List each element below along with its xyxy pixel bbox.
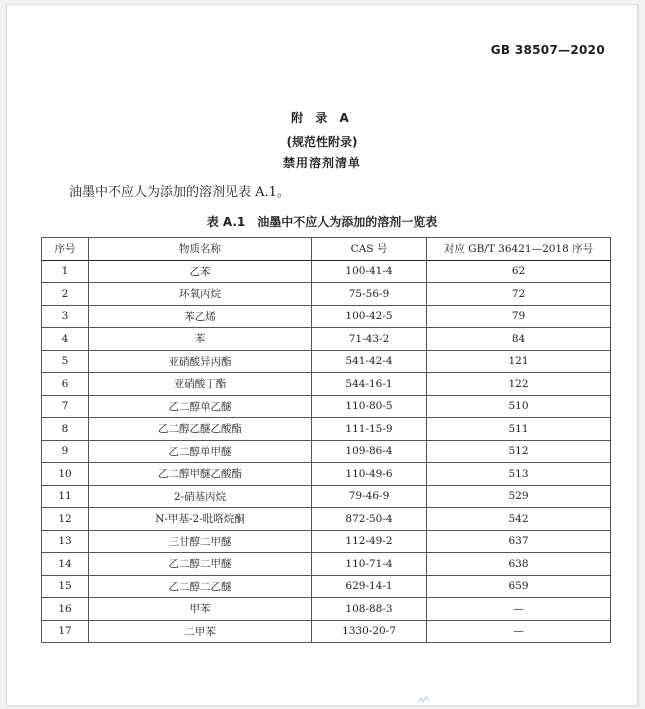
cas-number: 100-42-5 <box>312 305 427 328</box>
cas-number: 544-16-1 <box>312 373 427 396</box>
row-number: 12 <box>42 508 89 531</box>
cas-number: 109-86-4 <box>312 440 427 463</box>
substance-name: 环氧丙烷 <box>89 283 312 306</box>
row-number: 11 <box>42 485 89 508</box>
table-row <box>42 508 611 531</box>
cas-number: 75-56-9 <box>312 283 427 306</box>
table-row <box>42 440 611 463</box>
document-page <box>6 4 638 706</box>
substance-name: 乙二醇二甲醚 <box>89 553 312 576</box>
solvent-table <box>41 237 611 643</box>
cas-number: 110-49-6 <box>312 463 427 486</box>
reference-number: 512 <box>427 440 611 463</box>
table-row <box>42 575 611 598</box>
reference-number: 79 <box>427 305 611 328</box>
reference-number: 513 <box>427 463 611 486</box>
scan-smudge-icon <box>417 695 431 705</box>
reference-number: 122 <box>427 373 611 396</box>
table-row <box>42 373 611 396</box>
row-number: 1 <box>42 260 89 283</box>
reference-number: 121 <box>427 350 611 373</box>
reference-number: — <box>427 620 611 643</box>
table-row <box>42 395 611 418</box>
reference-number: 659 <box>427 575 611 598</box>
row-number: 2 <box>42 283 89 306</box>
table-row <box>42 350 611 373</box>
substance-name: 乙二醇甲醚乙酸酯 <box>89 463 312 486</box>
substance-name: 乙二醇二乙醚 <box>89 575 312 598</box>
cas-number: 872-50-4 <box>312 508 427 531</box>
cas-number: 112-49-2 <box>312 530 427 553</box>
cas-number: 110-71-4 <box>312 553 427 576</box>
cas-number: 1330-20-7 <box>312 620 427 643</box>
table-caption: 表 A.1 油墨中不应人为添加的溶剂一览表 <box>206 215 438 229</box>
substance-name: 乙二醇单乙醚 <box>89 395 312 418</box>
cas-number: 100-41-4 <box>312 260 427 283</box>
cas-number: 79-46-9 <box>312 485 427 508</box>
substance-name: 乙二醇单甲醚 <box>89 440 312 463</box>
column-header-ref: 对应 GB/T 36421—2018 序号 <box>427 238 611 261</box>
substance-name: 苯 <box>89 328 312 351</box>
substance-name: 亚硝酸丁酯 <box>89 373 312 396</box>
row-number: 6 <box>42 373 89 396</box>
column-header-name: 物质名称 <box>89 238 312 261</box>
reference-number: 511 <box>427 418 611 441</box>
table-row <box>42 260 611 283</box>
cas-number: 71-43-2 <box>312 328 427 351</box>
column-header-no: 序号 <box>42 238 89 261</box>
substance-name: 2-硝基丙烷 <box>89 485 312 508</box>
row-number: 16 <box>42 598 89 621</box>
reference-number: 62 <box>427 260 611 283</box>
table-row <box>42 328 611 351</box>
table-row <box>42 598 611 621</box>
table-row <box>42 463 611 486</box>
reference-number: 637 <box>427 530 611 553</box>
substance-name: 甲苯 <box>89 598 312 621</box>
appendix-subtitle: 禁用溶剂清单 <box>282 156 361 170</box>
substance-name: 乙二醇乙醚乙酸酯 <box>89 418 312 441</box>
standard-code: GB 38507—2020 <box>490 43 605 57</box>
appendix-type: (规范性附录) <box>286 135 358 149</box>
row-number: 13 <box>42 530 89 553</box>
reference-number: 72 <box>427 283 611 306</box>
table-header-row <box>42 238 611 261</box>
reference-number: 638 <box>427 553 611 576</box>
intro-paragraph: 油墨中不应人为添加的溶剂见表 A.1。 <box>69 185 290 200</box>
row-number: 5 <box>42 350 89 373</box>
table-row <box>42 553 611 576</box>
substance-name: 乙苯 <box>89 260 312 283</box>
row-number: 4 <box>42 328 89 351</box>
substance-name: 三甘醇二甲醚 <box>89 530 312 553</box>
table-row <box>42 283 611 306</box>
reference-number: 510 <box>427 395 611 418</box>
cas-number: 111-15-9 <box>312 418 427 441</box>
reference-number: 542 <box>427 508 611 531</box>
reference-number: — <box>427 598 611 621</box>
table-row <box>42 305 611 328</box>
table-row <box>42 620 611 643</box>
cas-number: 541-42-4 <box>312 350 427 373</box>
row-number: 14 <box>42 553 89 576</box>
substance-name: 二甲苯 <box>89 620 312 643</box>
table-row <box>42 530 611 553</box>
appendix-title: 附 录 A <box>291 111 353 125</box>
row-number: 7 <box>42 395 89 418</box>
reference-number: 84 <box>427 328 611 351</box>
row-number: 8 <box>42 418 89 441</box>
substance-name: 亚硝酸异丙酯 <box>89 350 312 373</box>
substance-name: 苯乙烯 <box>89 305 312 328</box>
cas-number: 110-80-5 <box>312 395 427 418</box>
substance-name: N-甲基-2-吡咯烷酮 <box>89 508 312 531</box>
row-number: 17 <box>42 620 89 643</box>
column-header-cas: CAS 号 <box>312 238 427 261</box>
row-number: 9 <box>42 440 89 463</box>
row-number: 10 <box>42 463 89 486</box>
table-row <box>42 485 611 508</box>
row-number: 15 <box>42 575 89 598</box>
cas-number: 108-88-3 <box>312 598 427 621</box>
table-row <box>42 418 611 441</box>
cas-number: 629-14-1 <box>312 575 427 598</box>
row-number: 3 <box>42 305 89 328</box>
reference-number: 529 <box>427 485 611 508</box>
